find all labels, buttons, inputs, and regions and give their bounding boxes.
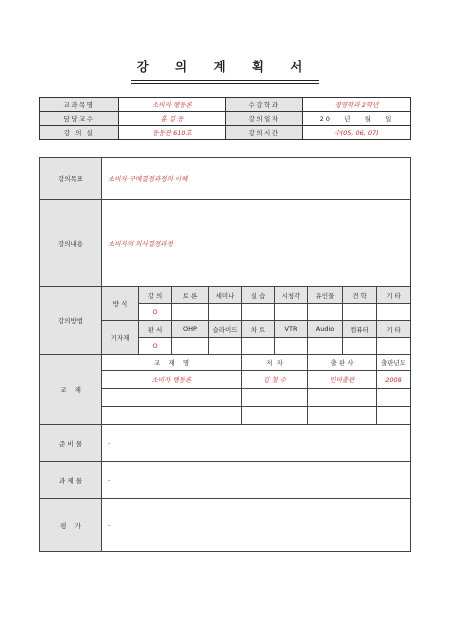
textbook-header-title: 교 재 명 <box>102 355 242 371</box>
course-name-label: 교과목명 <box>40 98 119 112</box>
method-check-cell <box>172 304 209 321</box>
textbook-publisher-cell <box>308 407 377 425</box>
textbook-title-cell: 소비자 행동론 <box>102 371 242 389</box>
lecture-plan-table <box>39 157 411 552</box>
content-value: 소비자의 의사결정과정 <box>102 200 411 287</box>
equipment-check-cell <box>242 338 275 355</box>
method-option: 실 습 <box>242 287 275 304</box>
equipment-check-cell <box>172 338 209 355</box>
equipment-option: VTR <box>275 321 308 338</box>
textbook-title-cell <box>102 407 242 425</box>
title-underline-double <box>131 83 319 84</box>
method-option: 유인물 <box>308 287 343 304</box>
method-check-cell <box>377 304 411 321</box>
lecture-time-label: 강의시간 <box>226 126 303 140</box>
equipment-option: 차 트 <box>242 321 275 338</box>
equipment-check-mark: O <box>139 338 172 355</box>
classroom-value: 동동관 610호 <box>119 126 226 140</box>
page-title: 강 의 계 획 서 <box>136 59 314 74</box>
method-check-cell <box>343 304 377 321</box>
equipment-option: 슬라이드 <box>209 321 242 338</box>
equipment-check-cell <box>343 338 377 355</box>
method-check-cell <box>242 304 275 321</box>
equipment-check-cell <box>275 338 308 355</box>
equipment-label: 기자재 <box>102 321 139 355</box>
course-info-table <box>39 97 411 140</box>
evaluation-label: 평 가 <box>40 499 102 552</box>
equipment-check-cell <box>377 338 411 355</box>
content-label: 강의내용 <box>40 200 102 287</box>
textbook-header-author: 저 자 <box>242 355 308 371</box>
method-label: 강의방법 <box>40 287 102 355</box>
method-option: 시청각 <box>275 287 308 304</box>
textbook-year-cell <box>377 407 411 425</box>
method-check-cell <box>209 304 242 321</box>
equipment-option: Audio <box>308 321 343 338</box>
lecture-date-label: 강의일자 <box>226 112 303 126</box>
equipment-option: OHP <box>172 321 209 338</box>
department-label: 수강학과 <box>226 98 303 112</box>
method-option: 기 타 <box>377 287 411 304</box>
equipment-option: 기 타 <box>377 321 411 338</box>
textbook-year-cell: 2008 <box>377 371 411 389</box>
course-name-value: 소비자 행동론 <box>119 98 226 112</box>
lecture-time-value: 수(05, 06, 07) <box>303 126 411 140</box>
textbook-title-cell <box>102 389 242 407</box>
assignment-label: 과 제 물 <box>40 462 102 499</box>
assignment-value: - <box>102 462 411 499</box>
textbook-author-cell: 김 철 수 <box>242 371 308 389</box>
department-value: 경영학과 2학년 <box>303 98 411 112</box>
textbook-author-cell <box>242 407 308 425</box>
textbook-publisher-cell: 인비출판 <box>308 371 377 389</box>
equipment-check-cell <box>308 338 343 355</box>
method-option: 강 의 <box>139 287 172 304</box>
method-option: 세미나 <box>209 287 242 304</box>
textbook-year-cell <box>377 389 411 407</box>
title-underline <box>131 80 319 81</box>
method-check-mark: O <box>139 304 172 321</box>
textbook-header-year: 출판년도 <box>377 355 411 371</box>
textbook-label: 교 재 <box>40 355 102 425</box>
goal-label: 강의목표 <box>40 158 102 200</box>
evaluation-value: - <box>102 499 411 552</box>
method-type-label: 방 식 <box>102 287 139 321</box>
professor-value: 홍 길 동 <box>119 112 226 126</box>
method-option: 견 학 <box>343 287 377 304</box>
goal-value: 소비자 구매결정과정의 이해 <box>102 158 411 200</box>
equipment-option: 컴퓨터 <box>343 321 377 338</box>
professor-label: 담당교수 <box>40 112 119 126</box>
method-check-cell <box>308 304 343 321</box>
textbook-author-cell <box>242 389 308 407</box>
preparation-label: 준 비 물 <box>40 425 102 462</box>
textbook-publisher-cell <box>308 389 377 407</box>
equipment-option: 판 서 <box>139 321 172 338</box>
method-option: 토 론 <box>172 287 209 304</box>
equipment-check-cell <box>209 338 242 355</box>
classroom-label: 강 의 실 <box>40 126 119 140</box>
preparation-value: - <box>102 425 411 462</box>
lecture-date-value: 20 년 월 일 <box>303 112 411 126</box>
textbook-header-publisher: 출 판 사 <box>308 355 377 371</box>
method-check-cell <box>275 304 308 321</box>
